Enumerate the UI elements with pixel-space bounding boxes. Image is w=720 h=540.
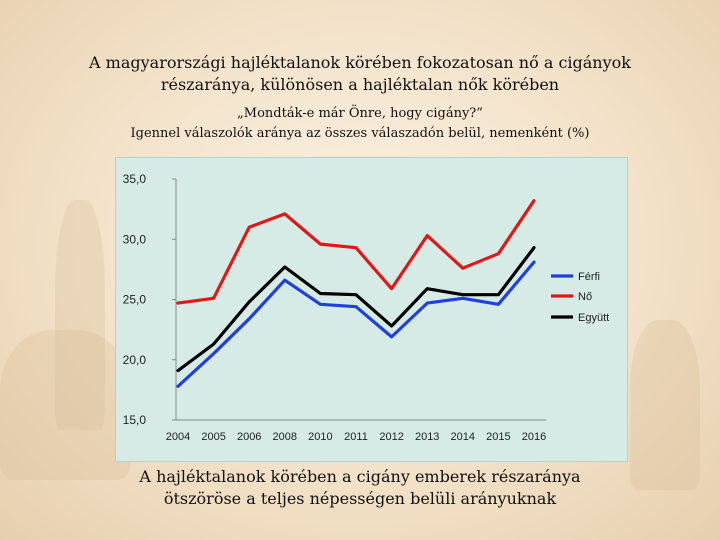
y-tick-label: 35,0 <box>122 172 146 186</box>
x-tick-label: 2012 <box>379 431 404 443</box>
x-tick-label: 2011 <box>344 431 368 443</box>
caption-line-1: A hajléktalanok körében a cigány emberek részaránya <box>139 467 581 486</box>
x-tick-label: 2010 <box>308 431 333 443</box>
x-tick-label: 2014 <box>450 431 476 443</box>
series-line-nő <box>178 201 534 303</box>
caption-line-2: ötszöröse a teljes népességen belüli arányuknak <box>163 489 557 508</box>
x-tick-label: 2015 <box>486 431 511 443</box>
line-chart <box>116 158 627 461</box>
x-tick-label: 2008 <box>272 431 298 443</box>
x-tick-label: 2013 <box>414 431 440 443</box>
x-tick-label: 2016 <box>521 431 547 443</box>
legend-label: Nő <box>578 291 593 303</box>
y-tick-label: 20,0 <box>122 352 146 367</box>
page-title <box>40 52 680 96</box>
subtitle-line-1: „Mondták-e már Önre, hogy cigány?” <box>237 106 483 121</box>
y-tick-label: 30,0 <box>122 232 146 247</box>
chart-subtitle <box>40 104 680 144</box>
caption <box>60 466 660 510</box>
chart-panel <box>115 157 628 462</box>
x-tick-label: 2006 <box>236 431 262 443</box>
y-tick-label: 15,0 <box>122 413 146 427</box>
legend-label: Férfi <box>578 271 600 283</box>
y-tick-label: 25,0 <box>122 292 146 307</box>
x-tick-label: 2005 <box>201 431 226 443</box>
subtitle-line-2: Igennel válaszolók aránya az összes válaszadón belül, nemenként (%) <box>130 126 590 141</box>
background-hut <box>0 330 130 480</box>
x-tick-label: 2004 <box>165 431 191 443</box>
title-line-1: A magyarországi hajléktalanok körében fokozatosan nő a cigányok <box>89 53 631 72</box>
background-figure-right <box>630 320 700 490</box>
title-line-2: részaránya, különösen a hajléktalan nők körében <box>160 75 560 94</box>
legend-label: Együtt <box>578 312 610 324</box>
